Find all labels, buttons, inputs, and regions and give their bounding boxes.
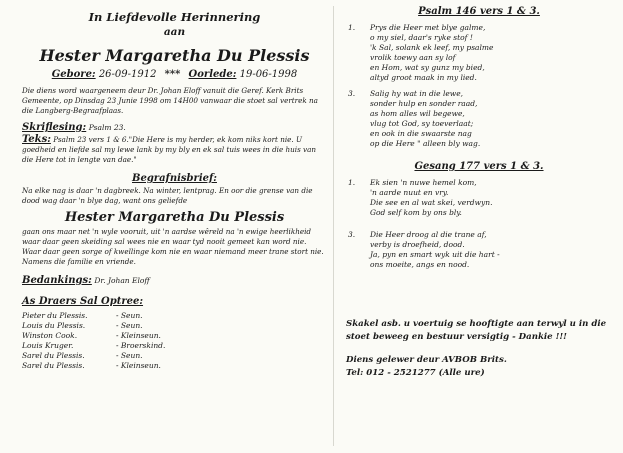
funeral-service-contact <box>346 354 612 380</box>
life-dates <box>22 69 327 80</box>
stanza-lines <box>370 89 612 149</box>
thanks-value: Dr. Johan Eloff <box>94 276 150 285</box>
pallbearer-relation: - Seun. <box>116 351 143 360</box>
phone-number: Tel: 012 - 2521277 (Alle ure) <box>346 368 485 378</box>
list-item <box>22 351 327 361</box>
stanza-line: vlug tot God, sy toeverlaat; <box>370 119 474 128</box>
psalm-stanza-1 <box>346 23 612 83</box>
sermon-text <box>22 135 327 165</box>
pallbearer-relation: - Kleinseun. <box>116 361 161 370</box>
service-info: Die diens word waargeneem deur Dr. Johan Eloff vanuit die Geref. Kerk Brits Gemeente, op Dinsdag 23 Junie 1998 om 14H00 vanwaar die stoet sal vertrek na die Langberg-Begraafplaas. <box>22 86 318 115</box>
right-column <box>346 6 612 380</box>
pallbearer-name: Louis Kruger. <box>22 341 74 350</box>
scripture-label: Skriflesing: <box>22 122 87 133</box>
left-column <box>22 6 327 371</box>
born-label: Gebore: <box>51 69 96 80</box>
text-value: Psalm 23 vers 1 & 6."Die Here is my herder, ek kom niks kort nie. U goedheid en liefde sal my lewe lank by my bly en ek sal tuis wees in die huis van die Here tot in lengte van dae." <box>22 135 317 164</box>
hymn-stanza-3 <box>346 230 612 270</box>
obituary-text-2: gaan ons maar net 'n wyle vooruit, uit 'n aardse wêreld na 'n ewige heerlikheid waar daar geen skeiding sal wees nie en waar tyd nooit gemeet kan word nie. Waar daar geen sorge of kwellinge kom nie en waar niemand meer trane stort nie. Namens die familie en vriende. <box>22 227 324 266</box>
pallbearer-name: Sarel du Plessis. <box>22 361 85 370</box>
obituary-name: Hester Margaretha Du Plessis <box>64 210 285 225</box>
pallbearer-relation: - Broerskind. <box>116 341 166 350</box>
pallbearers-list <box>22 311 327 371</box>
pallbearer-name: Pieter du Plessis. <box>22 311 88 320</box>
stanza-number: 1. <box>348 178 356 187</box>
scripture-reading <box>22 122 327 133</box>
pallbearer-relation: - Seun. <box>116 311 143 320</box>
pallbearers-title: As Draers Sal Optree: <box>22 296 144 307</box>
stanza-number: 3. <box>348 230 356 239</box>
date-separator: *** <box>164 69 181 80</box>
stanza-line: verby is droefheid, dood. <box>370 240 465 249</box>
stanza-number: 3. <box>348 89 356 98</box>
pallbearer-name: Sarel du Plessis. <box>22 351 85 360</box>
memorial-heading-sub: aan <box>163 26 186 38</box>
fold-divider <box>333 6 334 446</box>
stanza-line: Salig hy wat in die lewe, <box>370 89 464 98</box>
obituary-text-1: Na elke nag is daar 'n dagbreek. Na winter, lentprag. En oor die grense van die dood wag daar 'n blye dag, want ons geliefde <box>22 186 313 205</box>
stanza-number: 1. <box>348 23 356 32</box>
psalm-title: Psalm 146 vers 1 & 3. <box>418 6 540 17</box>
headlights-notice: Skakel asb. u voertuig se hooftigte aan terwyl u in die stoet beweeg en bestuur versigtig - Dankie !!! <box>346 319 607 342</box>
pallbearer-name: Louis du Plessis. <box>22 321 86 330</box>
acknowledgements <box>22 275 327 286</box>
list-item <box>22 321 327 331</box>
list-item <box>22 341 327 351</box>
stanza-line: vrolik toewy aan sy lof <box>370 53 456 62</box>
stanza-lines <box>370 23 612 83</box>
stanza-line: en Hom, wat sy gunz my bied, <box>370 63 485 72</box>
stanza-line: Ek sien 'n nuwe hemel kom, <box>370 178 477 187</box>
text-label: Teks: <box>22 134 51 145</box>
pallbearer-relation: - Kleinseun. <box>116 331 161 340</box>
pallbearer-relation: - Seun. <box>116 321 143 330</box>
stanza-line: God self kom by ons bly. <box>370 208 462 217</box>
stanza-line: sonder hulp en sonder raad, <box>370 99 478 108</box>
stanza-line: Die see en al wat skei, verdwyn. <box>370 198 493 207</box>
pallbearer-name: Winston Cook. <box>22 331 78 340</box>
stanza-line: en ook in die swaarste nag <box>370 129 472 138</box>
stanza-line: altyd groot maak in my lied. <box>370 73 477 82</box>
thanks-label: Bedankings: <box>22 275 92 286</box>
stanza-line: o my siel, daar's ryke stof ! <box>370 33 473 42</box>
born-date: 26-09-1912 <box>98 69 157 80</box>
hymn-stanza-1 <box>346 178 612 218</box>
stanza-line: 'k Sal, solank ek leef, my psalme <box>370 43 494 52</box>
died-label: Oorlede: <box>188 69 237 80</box>
list-item <box>22 361 327 371</box>
obituary-label: Begrafnisbrief: <box>132 173 217 184</box>
deceased-name: Hester Margaretha Du Plessis <box>39 46 310 65</box>
hymn-title: Gesang 177 vers 1 & 3. <box>414 161 544 172</box>
stanza-line: as hom alles wil begewe, <box>370 109 465 118</box>
stanza-line: op die Here " alleen bly wag. <box>370 139 481 148</box>
stanza-lines <box>370 178 612 218</box>
list-item <box>22 331 327 341</box>
scripture-value: Psalm 23. <box>88 123 126 132</box>
died-date: 19-06-1998 <box>239 69 298 80</box>
service-provider: Diens gelewer deur AVBOB Brits. <box>346 355 507 365</box>
stanza-line: Ja, pyn en smart wyk uit die hart - <box>370 250 500 259</box>
stanza-lines <box>370 230 612 270</box>
list-item <box>22 311 327 321</box>
stanza-line: Prys die Heer met blye galme, <box>370 23 486 32</box>
stanza-line: Die Heer droog al die trane af, <box>370 230 487 239</box>
memorial-heading: In Liefdevolle Herinnering <box>88 10 261 24</box>
psalm-stanza-3 <box>346 89 612 149</box>
stanza-line: 'n aarde nuut en vry. <box>370 188 449 197</box>
stanza-line: ons moeite, angs en nood. <box>370 260 470 269</box>
